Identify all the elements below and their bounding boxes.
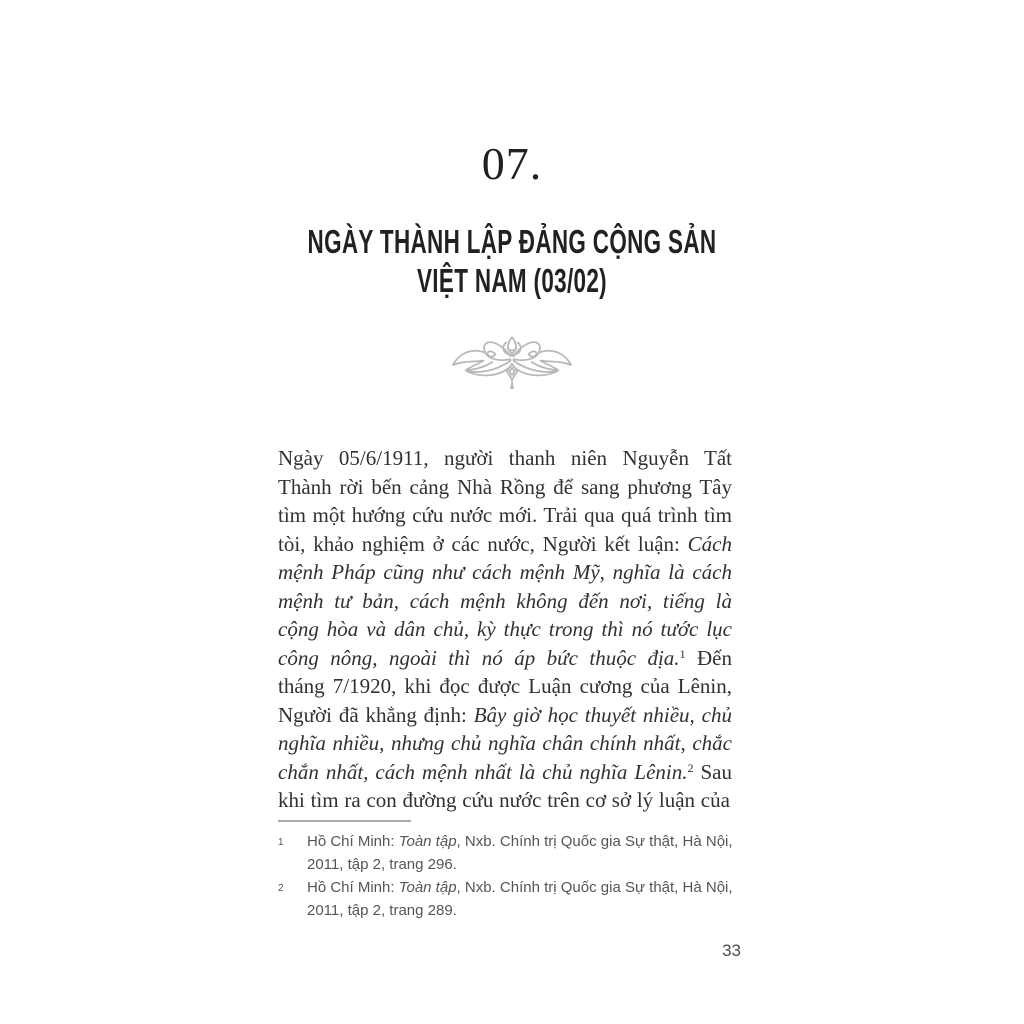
chapter-paragraph: [278, 444, 732, 815]
lotus-ornament-icon: [0, 330, 1024, 397]
footnote-item: [278, 830, 741, 876]
page-number: 33: [722, 941, 741, 960]
footnote-text: [307, 830, 741, 876]
text-segment: Cách mệnh Pháp cũng như cách mệnh Mỹ, nghĩa là cách mệnh tư bản, cách mệnh không đến nơi, tiếng là cộng hòa và dân chủ, kỳ thực trong thì nó tước lục công nông, ngoài thì nó áp bức thuộc địa.: [278, 531, 732, 670]
footnote-list: [278, 830, 741, 922]
text-segment: Đến tháng 7/1920, khi đọc được Luận cương của Lênin, Người đã khẳng định:: [278, 645, 732, 727]
footnote-reference: 2: [687, 760, 694, 775]
chapter-number: 07.: [481, 138, 543, 189]
text-segment: Hồ Chí Minh:: [307, 833, 399, 850]
footnote-marker: 2: [278, 883, 284, 894]
footnote-text: [307, 876, 741, 922]
footnote-separator: [278, 820, 411, 822]
footnote-reference: 1: [679, 646, 686, 661]
text-segment: Bây giờ học thuyết nhiều, chủ nghĩa nhiều, nhưng chủ nghĩa chân chính nhất, chắc chắn nhất, cách mệnh nhất là chủ nghĩa Lênin.: [278, 702, 732, 784]
text-segment: Hồ Chí Minh:: [307, 879, 399, 896]
text-segment: , Nxb. Chính trị Quốc gia Sự thật, Hà Nội, 2011, tập 2, trang 289.: [307, 879, 733, 919]
text-segment: Toàn tập: [398, 879, 457, 896]
text-segment: Ngày 05/6/1911, người thanh niên Nguyễn Tất Thành rời bến cảng Nhà Rồng để sang phương Tây tìm một hướng cứu nước mới. Trải qua quá trình tìm tòi, khảo nghiệm ở các nước, Người kết luận:: [278, 446, 732, 556]
text-segment: , Nxb. Chính trị Quốc gia Sự thật, Hà Nội, 2011, tập 2, trang 296.: [307, 833, 733, 873]
chapter-title-line-2: VIỆT NAM (03/02): [417, 262, 607, 299]
chapter-title-line-1: NGÀY THÀNH LẬP ĐẢNG CỘNG SẢN: [307, 223, 717, 260]
text-segment: Sau khi tìm ra con đường cứu nước trên cơ sở lý luận của: [278, 759, 732, 812]
text-segment: Toàn tập: [398, 833, 457, 850]
footnote-marker: 1: [278, 837, 284, 848]
footnote-item: [278, 876, 741, 922]
chapter-title: [164, 222, 860, 300]
